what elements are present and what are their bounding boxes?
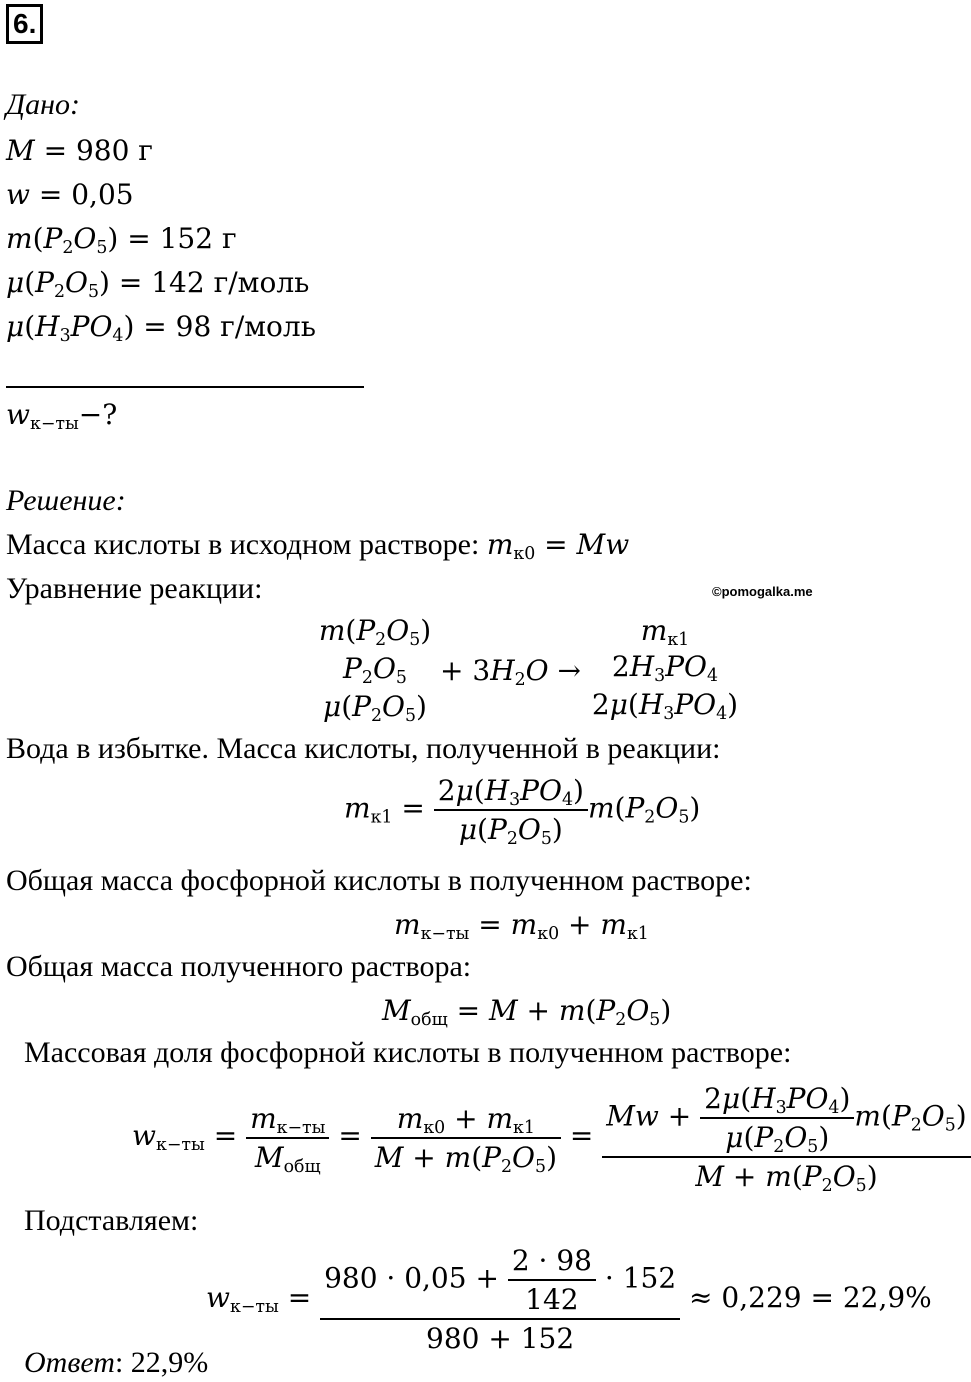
reaction-middle: + $3H_2O$ →	[440, 654, 581, 690]
given-divider	[6, 386, 364, 388]
reaction-right-bot: $2\mu(H_3PO_4)$	[591, 688, 739, 724]
solution-label: Решение:	[6, 484, 126, 517]
given-mass: M = 980 г	[6, 134, 153, 167]
formula-substitution: $w_{к-ты}$ = 980 · 0,05 + $\frac{2 \cdot 98}{142}$ · 152 980 + 152 ≈ 0,229 = 22,9%	[206, 1244, 932, 1355]
given-h3po4-molar: $\mu(H_3PO_4) = 98$ г/моль	[6, 310, 316, 346]
problem-number: 6.	[6, 4, 43, 44]
reaction-right-top: $m_{к1}$	[640, 614, 690, 650]
formula-total-acid: $m_{к-ты} = m_{к0} + m_{к1}$	[394, 908, 649, 944]
solution-line-4: Общая масса фосфорной кислоты в полученном растворе:	[6, 864, 752, 897]
given-p2o5-mass: $m(P_2O_5) = 152$ г	[6, 222, 237, 258]
reaction-right-mid: $2H_3PO_4$	[611, 650, 719, 686]
given-fraction: w = 0,05	[6, 178, 134, 211]
formula-total-mass: $M_{общ} = M + m(P_2O_5)$	[382, 994, 672, 1030]
formula-mk1: $m_{к1}$ = $\frac{2\mu(H_3PO_4)}{\mu(P_2O_5)}$ $m(P_2O_5)$	[344, 774, 701, 849]
solution-line-5: Общая масса полученного раствора:	[6, 950, 472, 983]
reaction-left-top: $m(P_2O_5)$	[318, 614, 432, 650]
solution-line-7: Подставляем:	[24, 1204, 199, 1237]
find-quantity: $w_{к-ты}-$?	[6, 398, 118, 434]
solution-line-1: Масса кислоты в исходном растворе: $m_{к0} = Mw$	[6, 528, 630, 564]
solution-line-6: Массовая доля фосфорной кислоты в полученном растворе:	[24, 1036, 792, 1069]
answer-label: Ответ	[24, 1346, 115, 1379]
watermark: ©pomogalka.me	[712, 584, 813, 599]
solution-line-3: Вода в избытке. Масса кислоты, полученной в реакции:	[6, 732, 721, 765]
given-label: Дано:	[6, 88, 80, 121]
reaction-left-mid: $P_2O_5$	[343, 652, 407, 688]
solution-line-2: Уравнение реакции:	[6, 572, 263, 605]
formula-mass-fraction: $w_{к-ты}$ = $\frac{m_{к-ты}}{M_{общ}}$ = $\frac{m_{к0} + m_{к1}}{M + m(P_2O_5)}$ = Mw + $\frac{2\mu(H_3PO_4)}{\mu(P_2O_5)}$ $m(P_2O_5)$ $M + m(P_2O_5)$	[132, 1082, 971, 1193]
reaction-left-bot: $\mu(P_2O_5)$	[323, 690, 427, 726]
answer	[24, 1346, 208, 1380]
given-p2o5-molar: $\mu(P_2O_5) = 142$ г/моль	[6, 266, 310, 302]
answer-value: : 22,9%	[114, 1346, 209, 1379]
